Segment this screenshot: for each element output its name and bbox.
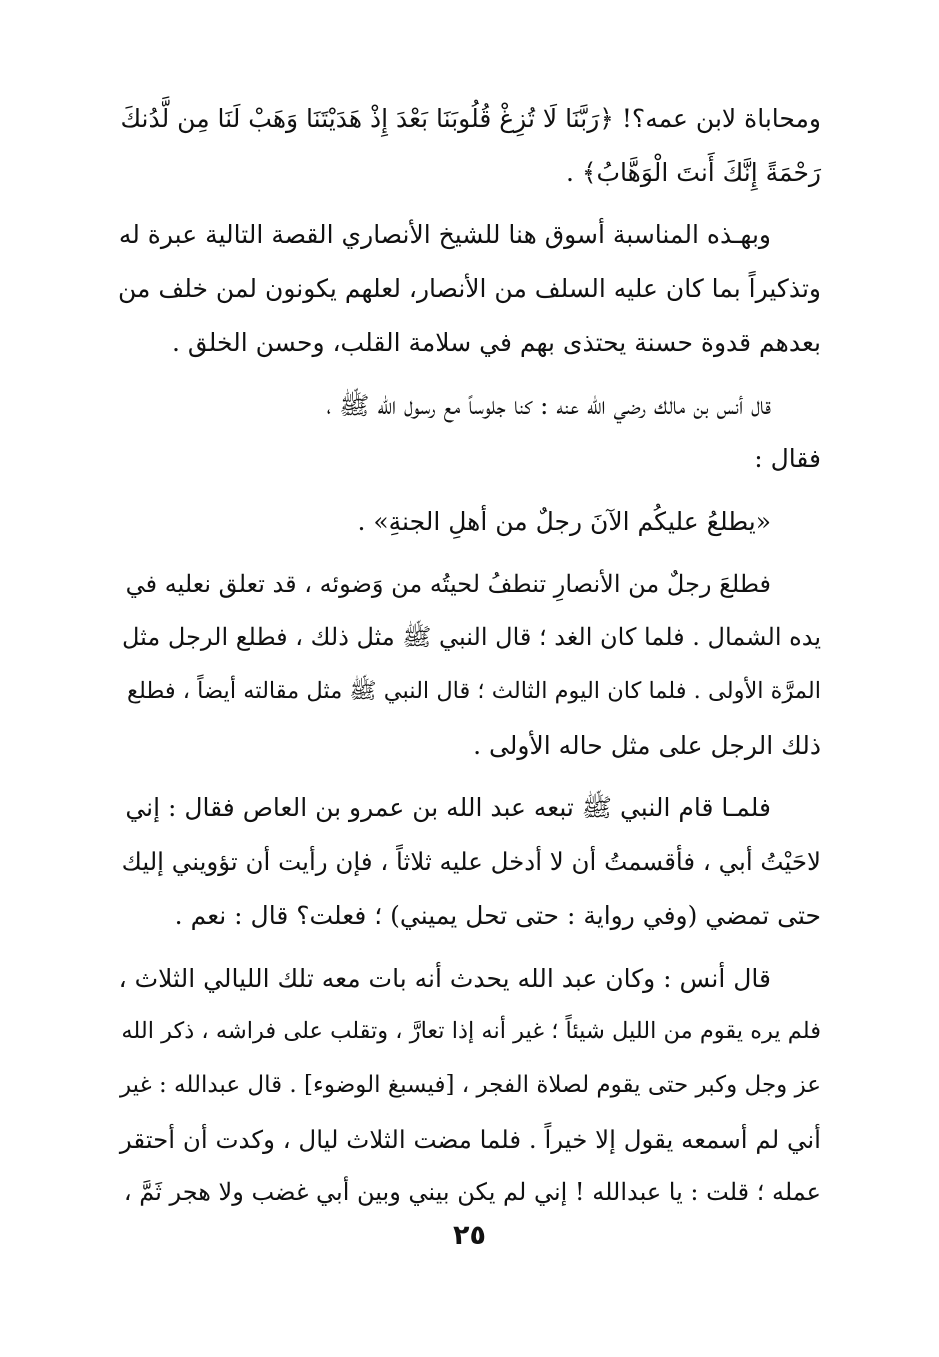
page-number: ٢٥ [453, 1220, 486, 1251]
text-line: فلمـا قام النبي ﷺ تبعه عبد الله بن عمرو بن العاص فقال : إني [125, 793, 771, 823]
text-line: قال أنس بن مالك رضي الله عنه : كنا جلوساً مع رسول الله ﷺ ، [326, 390, 771, 420]
text-line: يده الشمال . فلما كان الغد ؛ قال النبي ﷺ مثل ذلك ، فطلع الرجل مثل [122, 623, 821, 652]
text-line: «يطلعُ عليكُم الآنَ رجلٌ من أهلِ الجنةِ» . [357, 506, 771, 536]
text-line: لاحَيْتُ أبي ، فأقسمتُ أن لا أدخل عليه ثلاثاً ، فإن رأيت أن تؤويني إليك [121, 847, 821, 877]
text-line: فلم يره يقوم من الليل شيئاً ؛ غير أنه إذا تعارَّ ، وتقلب على فراشه ، ذكر الله [121, 1018, 821, 1045]
paragraph [118, 495, 821, 549]
text-body [118, 92, 821, 1220]
text-line: حتى تمضي (وفي رواية : حتى تحل يميني) ؛ فعلت؟ قال : نعم . [174, 900, 821, 930]
text-line: المرَّة الأولى . فلما كان اليوم الثالث ؛ قال النبي ﷺ مثل مقالته أيضاً ، فطلع [126, 678, 821, 705]
text-line: أني لم أسمعه يقول إلا خيراً . فلما مضت الثلاث ليال ، وكدت أن أحتقر [119, 1124, 821, 1154]
text-line: ذلك الرجل على مثل حاله الأولى . [473, 730, 821, 760]
text-line: وتذكيراً بما كان عليه السلف من الأنصار، لعلهم يكونون لمن خلف من [117, 274, 821, 304]
paragraph [118, 208, 821, 369]
paragraph [118, 952, 821, 1221]
text-line: بعدهم قدوة حسنة يحتذى بهم في سلامة القلب، وحسن الخلق . [171, 327, 821, 357]
text-line: عز وجل وكبر حتى يقوم لصلاة الفجر ، [فيسبغ الوضوء] . قال عبدالله : غير [119, 1071, 821, 1098]
text-line: عمله ؛ قلت : يا عبدالله ! إني لم يكن بيني وبين أبي غضب ولا هجر ثَمَّ ، [123, 1178, 821, 1207]
text-line: فطلعَ رجلٌ من الأنصارِ تنطفُ لحيتُه من وَضوئه ، قد تعلق نعليه في [125, 569, 771, 598]
text-line: وبهـذه المناسبة أسوق هنا للشيخ الأنصاري القصة التالية عبرة له [118, 220, 771, 250]
text-line: رَحْمَةً إِنَّكَ أَنتَ الْوَهَّابُ﴾ . [565, 157, 821, 187]
text-line: قال أنس : وكان عبد الله يحدث أنه بات معه تلك الليالي الثلاث ، [118, 963, 771, 993]
paragraph [118, 379, 821, 486]
text-line: فقال : [754, 444, 821, 474]
paragraph [118, 558, 821, 773]
paragraph [118, 92, 821, 199]
paragraph [118, 781, 821, 942]
text-line: ومحاباة لابن عمه؟! ﴿رَبَّنَا لَا تُزِغْ قُلُوبَنَا بَعْدَ إِذْ هَدَيْتَنَا وَهَبْ لَنَا مِن لَّدُنكَ [120, 104, 821, 133]
